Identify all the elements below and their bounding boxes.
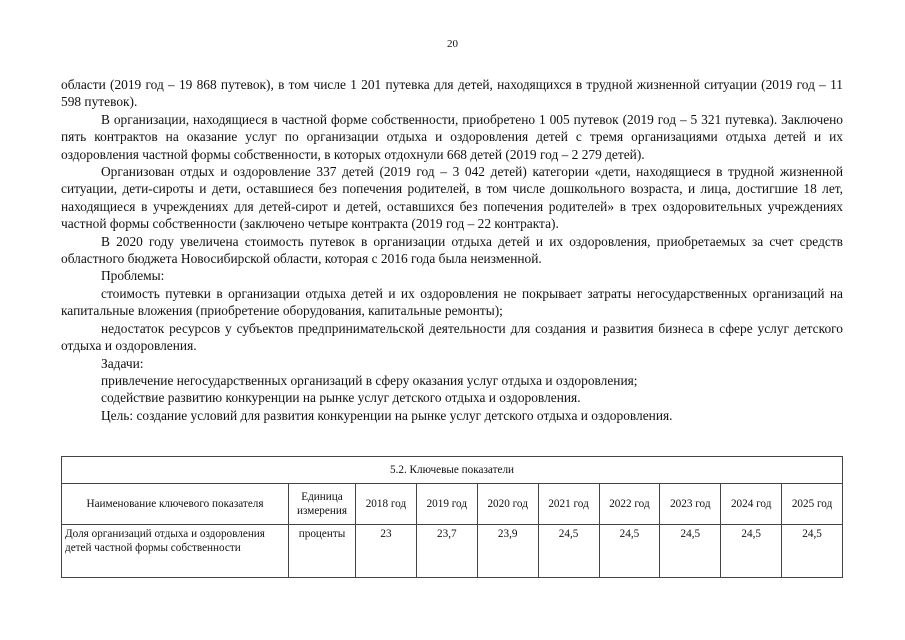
- problem-item: стоимость путевки в организации отдыха детей и их оздоровления не покрывает затраты негосударственных организаций на капитальные вложения (приобретение оборудования, капитальные ремонты);: [61, 285, 843, 319]
- tasks-heading: Задачи:: [101, 355, 144, 371]
- paragraph: Организован отдых и оздоровление 337 детей (2019 год – 3 042 детей) категории «дети, находящиеся в трудной жизненной ситуации, дети-сироты и дети, оставшиеся без попечения родителей, в том числе дошкольного возраста, и лица, достигшие 18 лет, находящиеся в учреждениях для детей-сирот и детей, оставшихся без попечения родителей» в трех оздоровительных учреждениях частной формы собственности (заключено четыре контракта (2019 год – 22 контракта).: [61, 164, 843, 232]
- unit-cell: проценты: [289, 525, 356, 578]
- value-cell: 24,5: [660, 525, 721, 578]
- task-item: содействие развитию конкуренции на рынке услуг детского отдыха и оздоровления.: [101, 390, 581, 406]
- key-indicators-table: [61, 456, 843, 578]
- header-unit: Единица измерения: [289, 484, 356, 525]
- page-number: 20: [447, 38, 458, 50]
- value-cell: 24,5: [721, 525, 782, 578]
- table-caption-row: [62, 457, 843, 484]
- paragraph: В организации, находящиеся в частной форме собственности, приобретено 1 005 путевок (2019 год – 5 321 путевка). Заключено пять контрактов на оказание услуг по организации отдыха и оздоровления детей с тремя организациями отдыха детей и их оздоровления частной формы собственности, в которых отдохнули 668 детей (2019 год – 2 279 детей).: [61, 111, 843, 162]
- paragraph: области (2019 год – 19 868 путевок), в том числе 1 201 путевка для детей, находящихся в трудной жизненной ситуации (2019 год – 11 598 путевок).: [61, 77, 843, 110]
- value-cell: 23,7: [416, 525, 477, 578]
- header-year: 2020 год: [477, 484, 538, 525]
- body-text: [61, 76, 843, 424]
- table-header-row: [62, 484, 843, 525]
- value-cell: 23: [356, 525, 417, 578]
- value-cell: 24,5: [599, 525, 660, 578]
- indicator-name-cell: Доля организаций отдыха и оздоровления детей частной формы собственности: [62, 525, 289, 578]
- header-indicator-name: Наименование ключевого показателя: [62, 484, 289, 525]
- paragraph: В 2020 году увеличена стоимость путевок в организации отдыха детей и их оздоровления, приобретаемых за счет средств областного бюджета Новосибирской области, которая с 2016 года была неизменной.: [61, 233, 843, 267]
- header-year: 2024 год: [721, 484, 782, 525]
- goal-statement: Цель: создание условий для развития конкуренции на рынке услуг детского отдыха и оздоровления.: [101, 407, 673, 423]
- problem-item: недостаток ресурсов у субъектов предпринимательской деятельности для создания и развития бизнеса в сфере услуг детского отдыха и оздоровления.: [61, 320, 843, 354]
- header-year: 2018 год: [356, 484, 417, 525]
- header-year: 2022 год: [599, 484, 660, 525]
- problems-heading: Проблемы:: [101, 268, 165, 284]
- table-row: [62, 525, 843, 578]
- value-cell: 23,9: [477, 525, 538, 578]
- header-year: 2025 год: [782, 484, 843, 525]
- header-year: 2021 год: [538, 484, 599, 525]
- value-cell: 24,5: [538, 525, 599, 578]
- table-caption: 5.2. Ключевые показатели: [62, 457, 843, 484]
- task-item: привлечение негосударственных организаций в сферу оказания услуг отдыха и оздоровления;: [101, 372, 638, 388]
- value-cell: 24,5: [782, 525, 843, 578]
- header-year: 2023 год: [660, 484, 721, 525]
- header-year: 2019 год: [416, 484, 477, 525]
